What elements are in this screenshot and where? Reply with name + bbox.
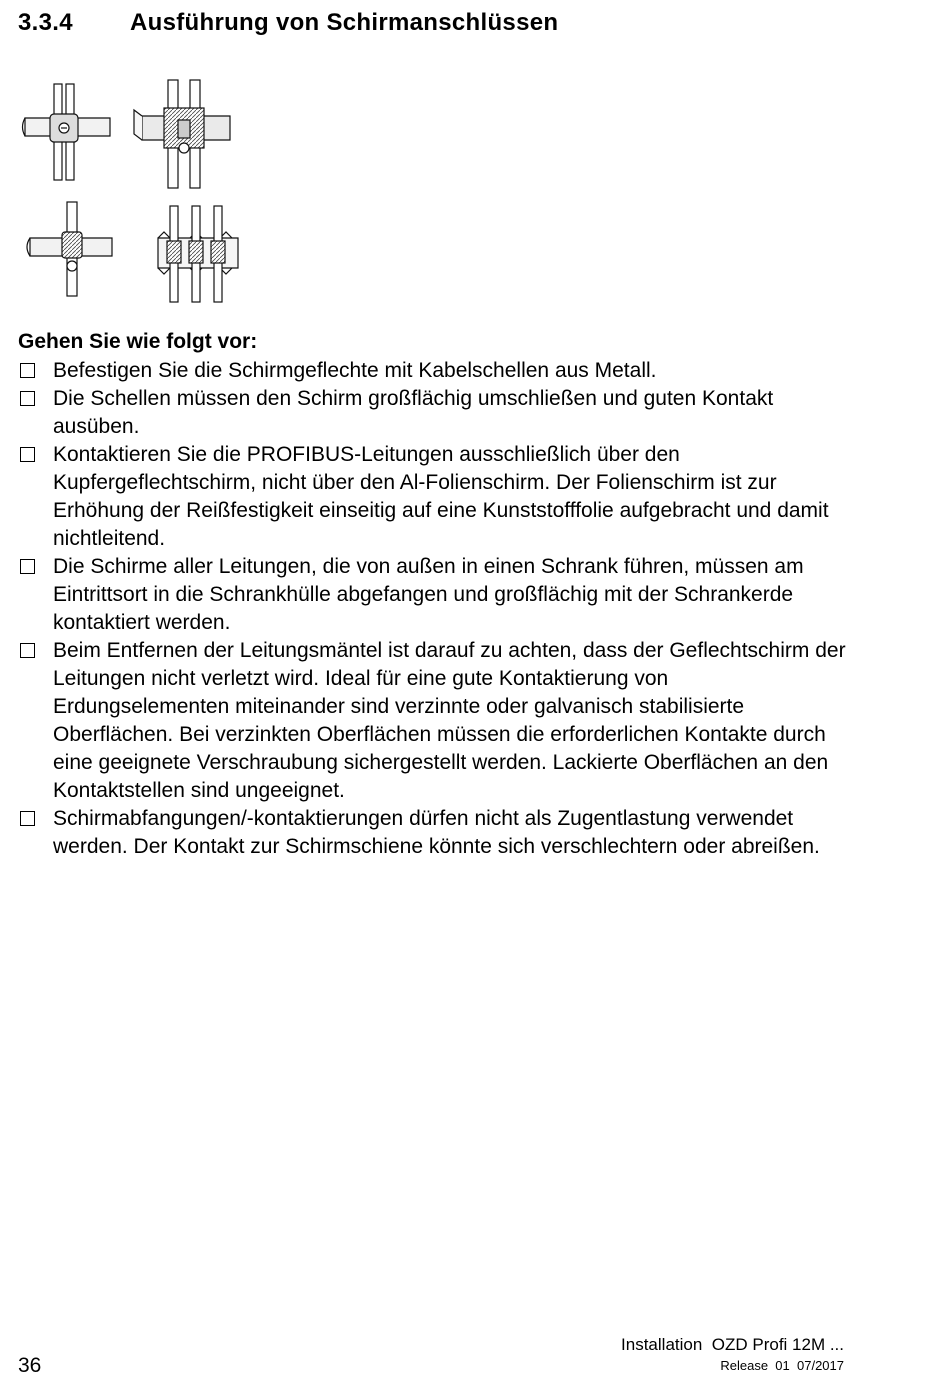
- list-item: [18, 805, 848, 861]
- checkbox-square-icon: [20, 559, 35, 574]
- list-item-text: Schirmabfangungen/-kontaktierungen dürfen nicht als Zugentlastung verwendet werden. Der Kontakt zur Schirmschiene könnte sich verschlechtern oder abreißen.: [53, 807, 820, 858]
- section-heading: [18, 9, 558, 37]
- list-item: [18, 357, 848, 385]
- page-number: 36: [18, 1354, 42, 1377]
- instruction-list: [18, 357, 848, 861]
- footer-title: Installation OZD Profi 12M ...: [621, 1335, 844, 1354]
- list-item: [18, 441, 848, 553]
- list-item-text: Die Schellen müssen den Schirm großflächig umschließen und guten Kontakt ausüben.: [53, 387, 774, 438]
- section-number: 3.3.4: [18, 9, 73, 36]
- shield-clamp-illustrations: [20, 78, 250, 306]
- instructions-lead: Gehen Sie wie folgt vor:: [18, 330, 258, 353]
- section-title: Ausführung von Schirmanschlüssen: [130, 9, 559, 36]
- checkbox-square-icon: [20, 643, 35, 658]
- checkbox-square-icon: [20, 447, 35, 462]
- footer-release: Release 01 07/2017: [720, 1358, 844, 1373]
- list-item: [18, 553, 848, 637]
- list-item-text: Beim Entfernen der Leitungsmäntel ist darauf zu achten, dass der Geflechtschirm der Leitungen nicht verletzt wird. Ideal für eine gute Kontaktierung von Erdungselementen miteinander sind verzinnte oder galvanisch stabilisierte Oberflächen. Bei verzinkten Oberflächen müssen die erforderlichen Kontakte durch eine geeignete Verschraubung sichergestellt werden. Lackierte Oberflächen an den Kontaktstellen sind ungeeignet.: [53, 639, 846, 802]
- checkbox-square-icon: [20, 811, 35, 826]
- checkbox-square-icon: [20, 391, 35, 406]
- list-item-text: Befestigen Sie die Schirmgeflechte mit Kabelschellen aus Metall.: [53, 359, 657, 382]
- list-item-text: Kontaktieren Sie die PROFIBUS-Leitungen ausschließlich über den Kupfergeflechtschirm, nicht über den Al-Folienschirm. Der Folienschirm ist zur Erhöhung der Reißfestigkeit einseitig auf eine Kunststofffolie aufgebracht und damit nichtleitend.: [53, 443, 829, 550]
- list-item: [18, 637, 848, 805]
- checkbox-square-icon: [20, 363, 35, 378]
- list-item: [18, 385, 848, 441]
- list-item-text: Die Schirme aller Leitungen, die von außen in einen Schrank führen, müssen am Eintrittsort in die Schrankhülle abgefangen und großflächig mit der Schrankerde kontaktiert werden.: [53, 555, 804, 634]
